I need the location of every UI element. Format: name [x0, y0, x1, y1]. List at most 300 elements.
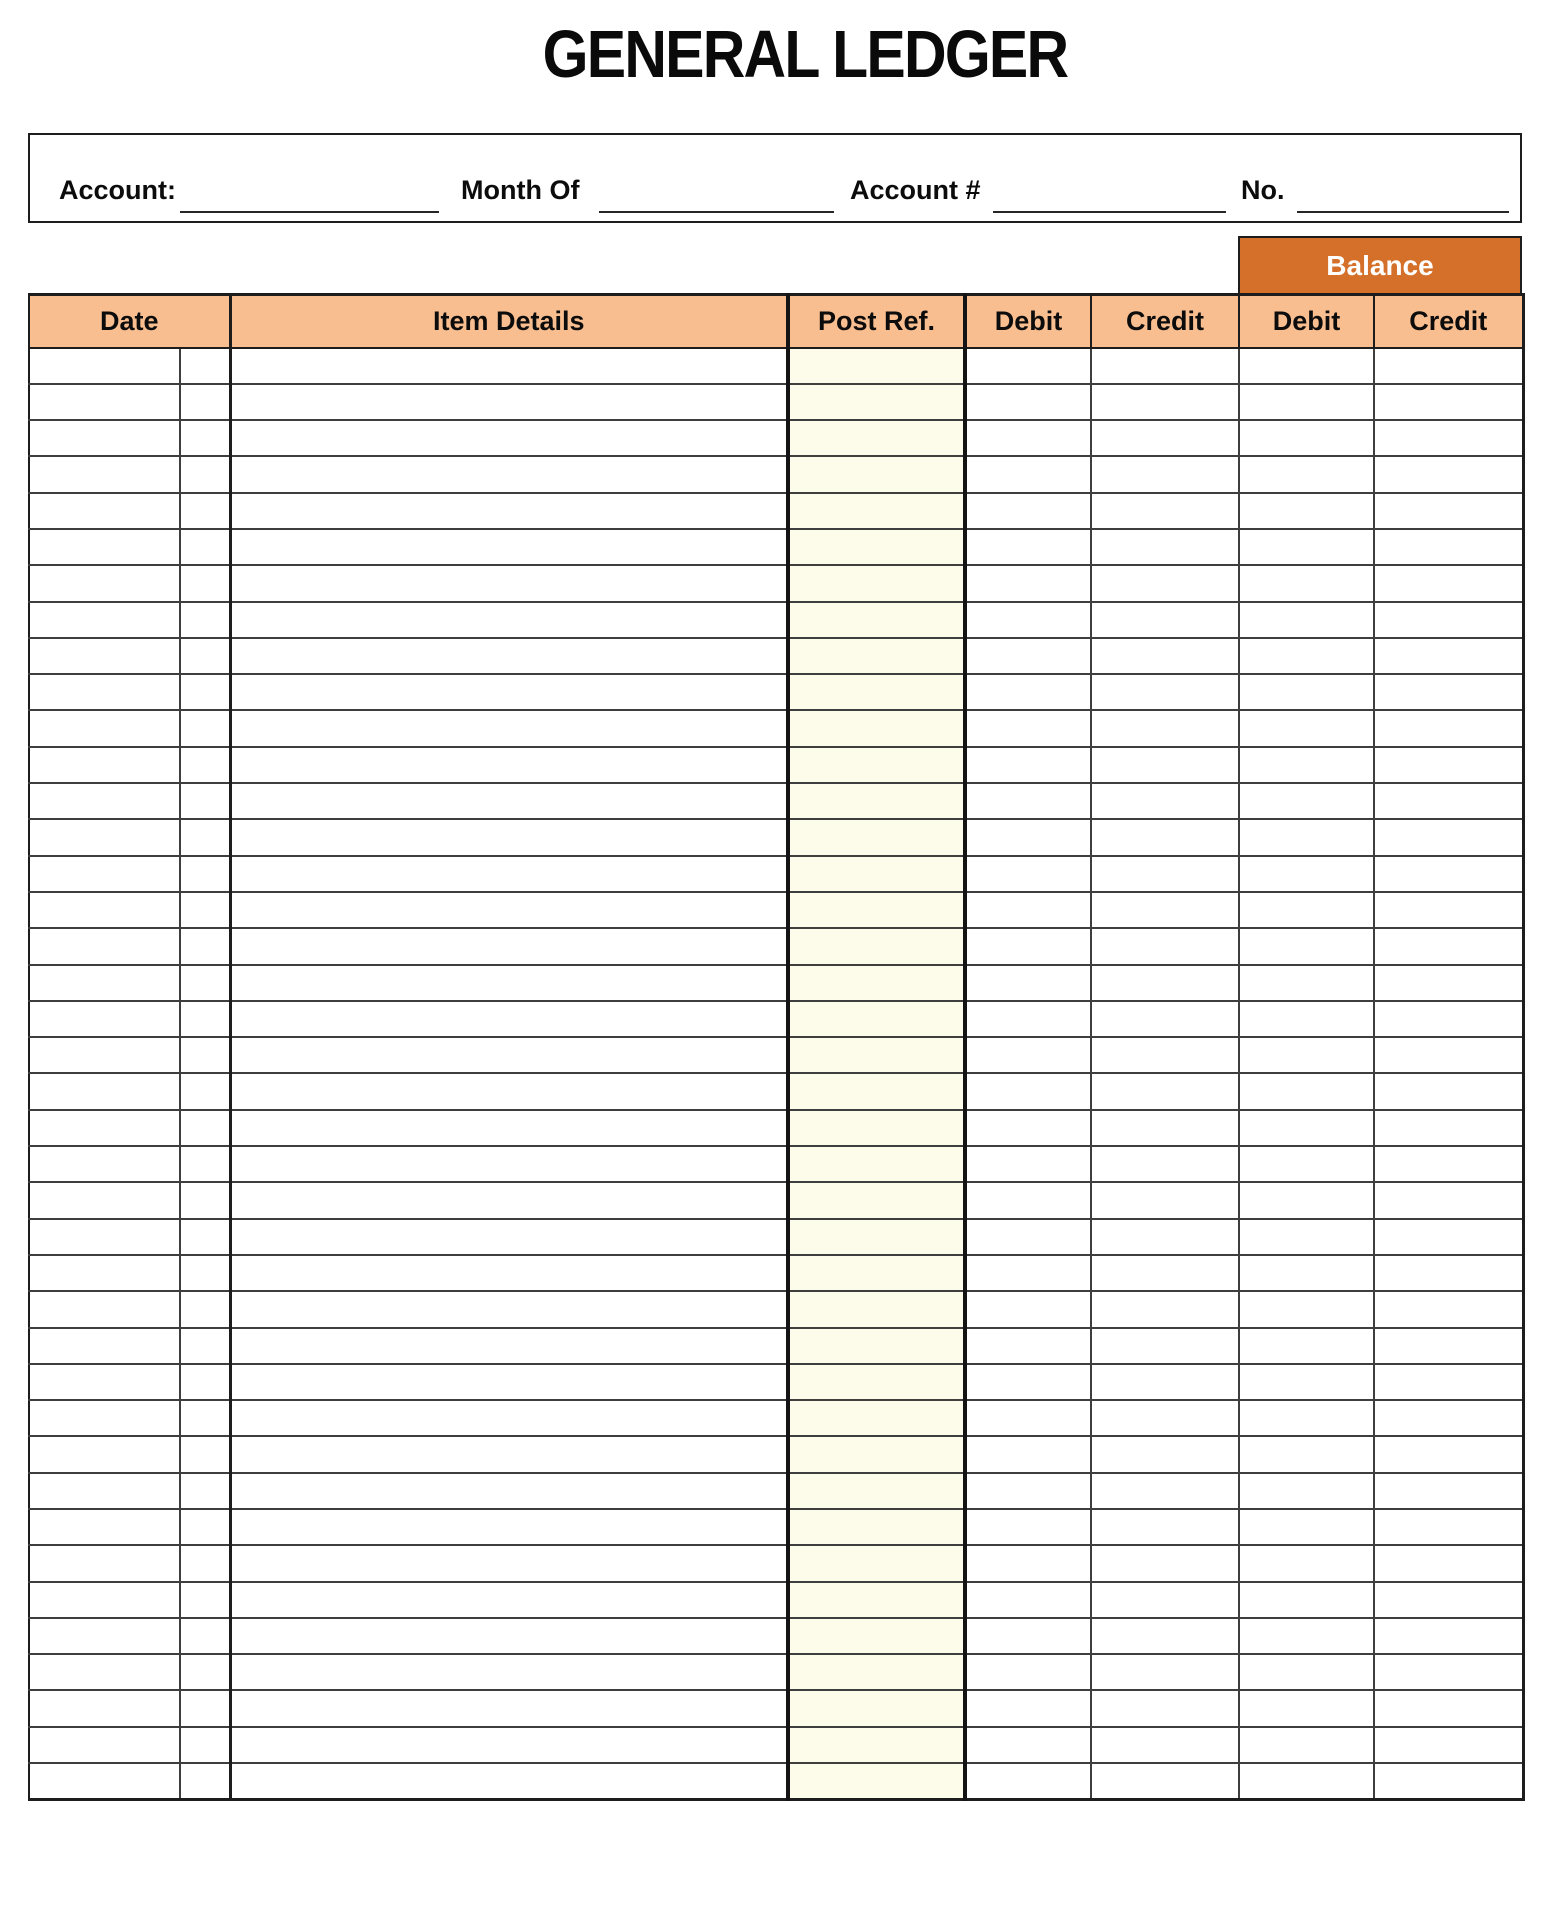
cell-date-sub[interactable] — [180, 1436, 230, 1472]
cell-item-details[interactable] — [230, 529, 788, 565]
cell-date[interactable] — [29, 1182, 180, 1218]
cell-balance-credit[interactable] — [1374, 783, 1523, 819]
cell-date[interactable] — [29, 1618, 180, 1654]
cell-post-ref[interactable] — [788, 348, 965, 384]
cell-balance-credit[interactable] — [1374, 1763, 1523, 1799]
cell-item-details[interactable] — [230, 1654, 788, 1690]
cell-date-sub[interactable] — [180, 819, 230, 855]
cell-balance-credit[interactable] — [1374, 928, 1523, 964]
cell-debit[interactable] — [965, 420, 1091, 456]
cell-balance-credit[interactable] — [1374, 1618, 1523, 1654]
cell-balance-credit[interactable] — [1374, 1291, 1523, 1327]
cell-post-ref[interactable] — [788, 1037, 965, 1073]
cell-debit[interactable] — [965, 1364, 1091, 1400]
cell-credit[interactable] — [1091, 1146, 1239, 1182]
cell-balance-credit[interactable] — [1374, 747, 1523, 783]
cell-post-ref[interactable] — [788, 965, 965, 1001]
cell-credit[interactable] — [1091, 783, 1239, 819]
cell-item-details[interactable] — [230, 747, 788, 783]
cell-item-details[interactable] — [230, 1146, 788, 1182]
cell-post-ref[interactable] — [788, 1182, 965, 1218]
cell-post-ref[interactable] — [788, 747, 965, 783]
cell-date[interactable] — [29, 456, 180, 492]
cell-credit[interactable] — [1091, 928, 1239, 964]
cell-debit[interactable] — [965, 348, 1091, 384]
cell-credit[interactable] — [1091, 965, 1239, 1001]
cell-debit[interactable] — [965, 565, 1091, 601]
cell-balance-debit[interactable] — [1239, 1219, 1374, 1255]
cell-item-details[interactable] — [230, 1436, 788, 1472]
cell-credit[interactable] — [1091, 710, 1239, 746]
cell-date[interactable] — [29, 1473, 180, 1509]
cell-credit[interactable] — [1091, 1255, 1239, 1291]
cell-balance-credit[interactable] — [1374, 420, 1523, 456]
cell-date[interactable] — [29, 1400, 180, 1436]
cell-balance-debit[interactable] — [1239, 674, 1374, 710]
cell-item-details[interactable] — [230, 856, 788, 892]
cell-debit[interactable] — [965, 1727, 1091, 1763]
cell-balance-credit[interactable] — [1374, 1473, 1523, 1509]
cell-item-details[interactable] — [230, 1364, 788, 1400]
cell-credit[interactable] — [1091, 1727, 1239, 1763]
cell-date[interactable] — [29, 710, 180, 746]
cell-date-sub[interactable] — [180, 783, 230, 819]
cell-date[interactable] — [29, 1001, 180, 1037]
cell-date[interactable] — [29, 1037, 180, 1073]
cell-date-sub[interactable] — [180, 1364, 230, 1400]
cell-date-sub[interactable] — [180, 1001, 230, 1037]
cell-balance-credit[interactable] — [1374, 1654, 1523, 1690]
cell-post-ref[interactable] — [788, 1473, 965, 1509]
cell-item-details[interactable] — [230, 1219, 788, 1255]
cell-credit[interactable] — [1091, 1073, 1239, 1109]
cell-balance-debit[interactable] — [1239, 1400, 1374, 1436]
cell-debit[interactable] — [965, 493, 1091, 529]
cell-balance-credit[interactable] — [1374, 1037, 1523, 1073]
cell-date-sub[interactable] — [180, 710, 230, 746]
cell-balance-debit[interactable] — [1239, 1146, 1374, 1182]
account-input-line[interactable] — [180, 211, 439, 213]
cell-date[interactable] — [29, 565, 180, 601]
cell-item-details[interactable] — [230, 1690, 788, 1726]
cell-balance-debit[interactable] — [1239, 1582, 1374, 1618]
cell-post-ref[interactable] — [788, 529, 965, 565]
cell-balance-debit[interactable] — [1239, 892, 1374, 928]
cell-date[interactable] — [29, 493, 180, 529]
cell-debit[interactable] — [965, 965, 1091, 1001]
cell-balance-credit[interactable] — [1374, 1182, 1523, 1218]
cell-debit[interactable] — [965, 1690, 1091, 1726]
cell-debit[interactable] — [965, 674, 1091, 710]
cell-debit[interactable] — [965, 1618, 1091, 1654]
cell-credit[interactable] — [1091, 493, 1239, 529]
cell-post-ref[interactable] — [788, 493, 965, 529]
cell-post-ref[interactable] — [788, 420, 965, 456]
cell-credit[interactable] — [1091, 1400, 1239, 1436]
cell-post-ref[interactable] — [788, 1727, 965, 1763]
cell-post-ref[interactable] — [788, 1400, 965, 1436]
cell-balance-debit[interactable] — [1239, 1073, 1374, 1109]
cell-date[interactable] — [29, 384, 180, 420]
cell-item-details[interactable] — [230, 384, 788, 420]
cell-date-sub[interactable] — [180, 565, 230, 601]
cell-date[interactable] — [29, 420, 180, 456]
cell-item-details[interactable] — [230, 674, 788, 710]
cell-balance-credit[interactable] — [1374, 674, 1523, 710]
cell-balance-credit[interactable] — [1374, 1328, 1523, 1364]
cell-date[interactable] — [29, 674, 180, 710]
cell-debit[interactable] — [965, 1509, 1091, 1545]
cell-balance-credit[interactable] — [1374, 1364, 1523, 1400]
cell-item-details[interactable] — [230, 1110, 788, 1146]
cell-post-ref[interactable] — [788, 638, 965, 674]
cell-item-details[interactable] — [230, 783, 788, 819]
cell-balance-credit[interactable] — [1374, 1690, 1523, 1726]
cell-post-ref[interactable] — [788, 1654, 965, 1690]
cell-date[interactable] — [29, 1509, 180, 1545]
cell-item-details[interactable] — [230, 819, 788, 855]
cell-date-sub[interactable] — [180, 1473, 230, 1509]
cell-debit[interactable] — [965, 1582, 1091, 1618]
cell-balance-credit[interactable] — [1374, 638, 1523, 674]
cell-post-ref[interactable] — [788, 1219, 965, 1255]
cell-date[interactable] — [29, 747, 180, 783]
cell-post-ref[interactable] — [788, 1110, 965, 1146]
cell-item-details[interactable] — [230, 1727, 788, 1763]
cell-date-sub[interactable] — [180, 348, 230, 384]
cell-item-details[interactable] — [230, 456, 788, 492]
cell-date-sub[interactable] — [180, 1763, 230, 1799]
cell-balance-debit[interactable] — [1239, 928, 1374, 964]
cell-item-details[interactable] — [230, 565, 788, 601]
cell-item-details[interactable] — [230, 1182, 788, 1218]
cell-date[interactable] — [29, 638, 180, 674]
cell-debit[interactable] — [965, 1219, 1091, 1255]
cell-item-details[interactable] — [230, 1291, 788, 1327]
cell-item-details[interactable] — [230, 1328, 788, 1364]
cell-debit[interactable] — [965, 1436, 1091, 1472]
cell-debit[interactable] — [965, 1182, 1091, 1218]
cell-date[interactable] — [29, 928, 180, 964]
cell-debit[interactable] — [965, 384, 1091, 420]
cell-item-details[interactable] — [230, 1509, 788, 1545]
cell-item-details[interactable] — [230, 710, 788, 746]
cell-debit[interactable] — [965, 1001, 1091, 1037]
cell-debit[interactable] — [965, 747, 1091, 783]
cell-debit[interactable] — [965, 783, 1091, 819]
cell-date[interactable] — [29, 1654, 180, 1690]
cell-date-sub[interactable] — [180, 856, 230, 892]
cell-balance-credit[interactable] — [1374, 348, 1523, 384]
cell-balance-debit[interactable] — [1239, 456, 1374, 492]
cell-debit[interactable] — [965, 819, 1091, 855]
cell-credit[interactable] — [1091, 1473, 1239, 1509]
cell-balance-debit[interactable] — [1239, 1328, 1374, 1364]
cell-post-ref[interactable] — [788, 602, 965, 638]
cell-date-sub[interactable] — [180, 1219, 230, 1255]
cell-date[interactable] — [29, 1727, 180, 1763]
cell-credit[interactable] — [1091, 1219, 1239, 1255]
cell-post-ref[interactable] — [788, 1364, 965, 1400]
cell-item-details[interactable] — [230, 602, 788, 638]
cell-item-details[interactable] — [230, 1473, 788, 1509]
cell-debit[interactable] — [965, 1146, 1091, 1182]
cell-balance-debit[interactable] — [1239, 747, 1374, 783]
cell-date-sub[interactable] — [180, 1727, 230, 1763]
cell-date-sub[interactable] — [180, 1328, 230, 1364]
no-input-line[interactable] — [1297, 211, 1509, 213]
cell-debit[interactable] — [965, 456, 1091, 492]
cell-date[interactable] — [29, 1690, 180, 1726]
cell-credit[interactable] — [1091, 747, 1239, 783]
cell-credit[interactable] — [1091, 638, 1239, 674]
cell-item-details[interactable] — [230, 1037, 788, 1073]
cell-credit[interactable] — [1091, 602, 1239, 638]
cell-item-details[interactable] — [230, 1582, 788, 1618]
cell-date[interactable] — [29, 1255, 180, 1291]
cell-post-ref[interactable] — [788, 1001, 965, 1037]
cell-debit[interactable] — [965, 892, 1091, 928]
cell-credit[interactable] — [1091, 1182, 1239, 1218]
cell-debit[interactable] — [965, 1400, 1091, 1436]
cell-post-ref[interactable] — [788, 456, 965, 492]
cell-date-sub[interactable] — [180, 1182, 230, 1218]
cell-credit[interactable] — [1091, 1436, 1239, 1472]
cell-date-sub[interactable] — [180, 1146, 230, 1182]
cell-post-ref[interactable] — [788, 856, 965, 892]
cell-debit[interactable] — [965, 1545, 1091, 1581]
cell-balance-debit[interactable] — [1239, 565, 1374, 601]
cell-balance-debit[interactable] — [1239, 1473, 1374, 1509]
cell-debit[interactable] — [965, 1654, 1091, 1690]
account-number-input-line[interactable] — [993, 211, 1226, 213]
cell-balance-credit[interactable] — [1374, 1073, 1523, 1109]
cell-balance-debit[interactable] — [1239, 1436, 1374, 1472]
cell-item-details[interactable] — [230, 348, 788, 384]
cell-credit[interactable] — [1091, 348, 1239, 384]
cell-post-ref[interactable] — [788, 819, 965, 855]
cell-date-sub[interactable] — [180, 456, 230, 492]
cell-balance-debit[interactable] — [1239, 1509, 1374, 1545]
cell-date-sub[interactable] — [180, 1582, 230, 1618]
cell-balance-debit[interactable] — [1239, 493, 1374, 529]
cell-balance-credit[interactable] — [1374, 602, 1523, 638]
cell-credit[interactable] — [1091, 1509, 1239, 1545]
cell-balance-credit[interactable] — [1374, 1436, 1523, 1472]
cell-item-details[interactable] — [230, 420, 788, 456]
cell-date-sub[interactable] — [180, 892, 230, 928]
cell-balance-debit[interactable] — [1239, 1763, 1374, 1799]
cell-credit[interactable] — [1091, 1618, 1239, 1654]
cell-date[interactable] — [29, 819, 180, 855]
cell-credit[interactable] — [1091, 1110, 1239, 1146]
cell-balance-debit[interactable] — [1239, 1727, 1374, 1763]
cell-date-sub[interactable] — [180, 1110, 230, 1146]
cell-date[interactable] — [29, 1763, 180, 1799]
cell-debit[interactable] — [965, 928, 1091, 964]
cell-credit[interactable] — [1091, 565, 1239, 601]
cell-date-sub[interactable] — [180, 747, 230, 783]
cell-item-details[interactable] — [230, 1255, 788, 1291]
cell-balance-debit[interactable] — [1239, 965, 1374, 1001]
cell-date[interactable] — [29, 348, 180, 384]
cell-post-ref[interactable] — [788, 710, 965, 746]
cell-date-sub[interactable] — [180, 1037, 230, 1073]
cell-debit[interactable] — [965, 710, 1091, 746]
cell-balance-credit[interactable] — [1374, 1110, 1523, 1146]
cell-balance-debit[interactable] — [1239, 710, 1374, 746]
cell-debit[interactable] — [965, 638, 1091, 674]
cell-balance-debit[interactable] — [1239, 1690, 1374, 1726]
cell-balance-debit[interactable] — [1239, 819, 1374, 855]
cell-post-ref[interactable] — [788, 384, 965, 420]
cell-date-sub[interactable] — [180, 602, 230, 638]
cell-balance-credit[interactable] — [1374, 1255, 1523, 1291]
cell-balance-debit[interactable] — [1239, 783, 1374, 819]
cell-balance-credit[interactable] — [1374, 710, 1523, 746]
month-of-input-line[interactable] — [599, 211, 834, 213]
cell-balance-credit[interactable] — [1374, 1400, 1523, 1436]
cell-item-details[interactable] — [230, 965, 788, 1001]
cell-date-sub[interactable] — [180, 1690, 230, 1726]
cell-debit[interactable] — [965, 1328, 1091, 1364]
cell-date[interactable] — [29, 1328, 180, 1364]
cell-post-ref[interactable] — [788, 1582, 965, 1618]
cell-balance-credit[interactable] — [1374, 1509, 1523, 1545]
cell-item-details[interactable] — [230, 928, 788, 964]
cell-item-details[interactable] — [230, 1001, 788, 1037]
cell-balance-credit[interactable] — [1374, 1545, 1523, 1581]
cell-credit[interactable] — [1091, 892, 1239, 928]
cell-date-sub[interactable] — [180, 1073, 230, 1109]
cell-post-ref[interactable] — [788, 783, 965, 819]
cell-balance-debit[interactable] — [1239, 1545, 1374, 1581]
cell-credit[interactable] — [1091, 384, 1239, 420]
cell-credit[interactable] — [1091, 1582, 1239, 1618]
cell-balance-debit[interactable] — [1239, 1618, 1374, 1654]
cell-credit[interactable] — [1091, 420, 1239, 456]
cell-post-ref[interactable] — [788, 1763, 965, 1799]
cell-item-details[interactable] — [230, 1618, 788, 1654]
cell-balance-credit[interactable] — [1374, 529, 1523, 565]
cell-date[interactable] — [29, 856, 180, 892]
cell-balance-debit[interactable] — [1239, 348, 1374, 384]
cell-date-sub[interactable] — [180, 493, 230, 529]
cell-item-details[interactable] — [230, 493, 788, 529]
cell-credit[interactable] — [1091, 856, 1239, 892]
cell-item-details[interactable] — [230, 1073, 788, 1109]
cell-date[interactable] — [29, 1146, 180, 1182]
cell-date-sub[interactable] — [180, 1654, 230, 1690]
cell-credit[interactable] — [1091, 1545, 1239, 1581]
cell-balance-debit[interactable] — [1239, 1001, 1374, 1037]
cell-item-details[interactable] — [230, 638, 788, 674]
cell-post-ref[interactable] — [788, 1328, 965, 1364]
cell-date-sub[interactable] — [180, 638, 230, 674]
cell-date[interactable] — [29, 1545, 180, 1581]
cell-debit[interactable] — [965, 856, 1091, 892]
cell-debit[interactable] — [965, 529, 1091, 565]
cell-balance-credit[interactable] — [1374, 856, 1523, 892]
cell-balance-debit[interactable] — [1239, 1364, 1374, 1400]
cell-post-ref[interactable] — [788, 1291, 965, 1327]
cell-date-sub[interactable] — [180, 1255, 230, 1291]
cell-post-ref[interactable] — [788, 892, 965, 928]
cell-debit[interactable] — [965, 1473, 1091, 1509]
cell-date[interactable] — [29, 965, 180, 1001]
cell-balance-credit[interactable] — [1374, 965, 1523, 1001]
cell-credit[interactable] — [1091, 1001, 1239, 1037]
cell-credit[interactable] — [1091, 674, 1239, 710]
cell-date-sub[interactable] — [180, 1545, 230, 1581]
cell-balance-debit[interactable] — [1239, 638, 1374, 674]
cell-date-sub[interactable] — [180, 928, 230, 964]
cell-credit[interactable] — [1091, 456, 1239, 492]
cell-balance-debit[interactable] — [1239, 420, 1374, 456]
cell-post-ref[interactable] — [788, 565, 965, 601]
cell-date[interactable] — [29, 529, 180, 565]
cell-date[interactable] — [29, 783, 180, 819]
cell-balance-credit[interactable] — [1374, 1582, 1523, 1618]
cell-post-ref[interactable] — [788, 1545, 965, 1581]
cell-credit[interactable] — [1091, 1364, 1239, 1400]
cell-balance-credit[interactable] — [1374, 1219, 1523, 1255]
cell-balance-credit[interactable] — [1374, 456, 1523, 492]
cell-balance-credit[interactable] — [1374, 384, 1523, 420]
cell-date-sub[interactable] — [180, 420, 230, 456]
cell-balance-credit[interactable] — [1374, 1727, 1523, 1763]
cell-post-ref[interactable] — [788, 1436, 965, 1472]
cell-item-details[interactable] — [230, 1763, 788, 1799]
cell-debit[interactable] — [965, 1763, 1091, 1799]
cell-credit[interactable] — [1091, 1291, 1239, 1327]
cell-date-sub[interactable] — [180, 1509, 230, 1545]
cell-balance-credit[interactable] — [1374, 1146, 1523, 1182]
cell-item-details[interactable] — [230, 892, 788, 928]
cell-debit[interactable] — [965, 1255, 1091, 1291]
cell-post-ref[interactable] — [788, 674, 965, 710]
cell-balance-credit[interactable] — [1374, 565, 1523, 601]
cell-date[interactable] — [29, 1582, 180, 1618]
cell-balance-credit[interactable] — [1374, 493, 1523, 529]
cell-balance-debit[interactable] — [1239, 1255, 1374, 1291]
cell-balance-debit[interactable] — [1239, 384, 1374, 420]
cell-post-ref[interactable] — [788, 1618, 965, 1654]
cell-debit[interactable] — [965, 1073, 1091, 1109]
cell-credit[interactable] — [1091, 1328, 1239, 1364]
cell-post-ref[interactable] — [788, 1073, 965, 1109]
cell-date[interactable] — [29, 1073, 180, 1109]
cell-date-sub[interactable] — [180, 674, 230, 710]
cell-credit[interactable] — [1091, 529, 1239, 565]
cell-debit[interactable] — [965, 602, 1091, 638]
cell-date[interactable] — [29, 1110, 180, 1146]
cell-balance-credit[interactable] — [1374, 819, 1523, 855]
cell-date[interactable] — [29, 1291, 180, 1327]
cell-credit[interactable] — [1091, 1654, 1239, 1690]
cell-balance-debit[interactable] — [1239, 1037, 1374, 1073]
cell-date[interactable] — [29, 1436, 180, 1472]
cell-balance-debit[interactable] — [1239, 1291, 1374, 1327]
cell-date-sub[interactable] — [180, 1618, 230, 1654]
cell-date[interactable] — [29, 602, 180, 638]
cell-credit[interactable] — [1091, 819, 1239, 855]
cell-balance-debit[interactable] — [1239, 1182, 1374, 1218]
cell-balance-credit[interactable] — [1374, 892, 1523, 928]
cell-date-sub[interactable] — [180, 965, 230, 1001]
cell-post-ref[interactable] — [788, 1255, 965, 1291]
cell-debit[interactable] — [965, 1110, 1091, 1146]
